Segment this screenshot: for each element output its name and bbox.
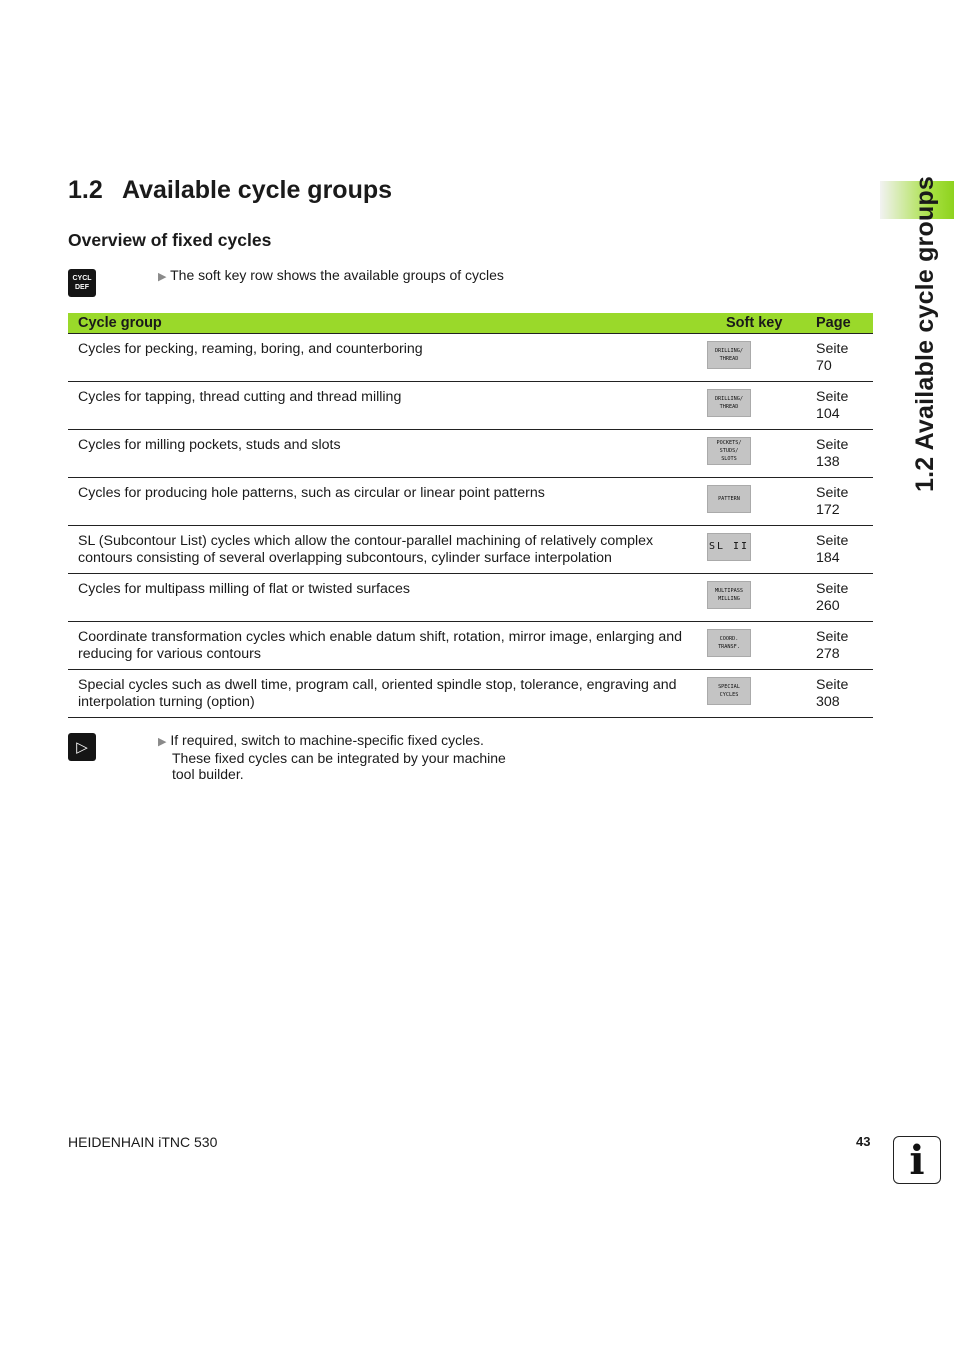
soft-key-cell [697, 334, 806, 382]
col-soft-key: Soft key [697, 313, 806, 334]
soft-key-label: THREAD [719, 356, 739, 362]
section-title: Available cycle groups [122, 176, 393, 204]
soft-key-label: SPECIAL [718, 684, 740, 690]
cycle-group-cell: Cycles for tapping, thread cutting and thread milling [68, 382, 697, 430]
cycle-group-cell: Coordinate transformation cycles which enable datum shift, rotation, mirror image, enlarging and reducing for various contours [68, 622, 697, 670]
soft-key-button[interactable] [707, 581, 751, 609]
soft-key-label: SL II [708, 541, 750, 552]
bullet-triangle-icon: ▶ [158, 736, 167, 748]
page-cell: Seite 308 [806, 670, 873, 718]
soft-key-cell [697, 382, 806, 430]
page-cell: Seite 184 [806, 526, 873, 574]
next-softkey-row-arrow-icon: ▷ [68, 733, 96, 761]
table-row [68, 622, 873, 670]
soft-key-label: CYCLES [719, 692, 739, 698]
soft-key-label: TRANSF. [718, 644, 740, 650]
table-row [68, 478, 873, 526]
cycle-group-cell: Cycles for multipass milling of flat or twisted surfaces [68, 574, 697, 622]
info-icon: i [893, 1136, 941, 1184]
table-row [68, 382, 873, 430]
instruction-machine-specific: ▶ If required, switch to machine-specific fixed cycles. These fixed cycles can be integrated by your machine tool builder. [158, 732, 506, 782]
subheader: Overview of fixed cycles [68, 230, 272, 250]
soft-key-cell [697, 670, 806, 718]
soft-key-label: DRILLING/ [714, 396, 744, 402]
side-chapter-title: 1.2 Available cycle groups [911, 176, 939, 492]
table-row [68, 430, 873, 478]
soft-key-button[interactable] [707, 485, 751, 513]
soft-key-label: MULTIPASS [714, 588, 744, 594]
table-row [68, 334, 873, 382]
soft-key-label: THREAD [719, 404, 739, 410]
soft-key-cell [697, 478, 806, 526]
soft-key-button[interactable] [707, 341, 751, 369]
page-cell: Seite 172 [806, 478, 873, 526]
soft-key-cell [697, 574, 806, 622]
section-number: 1.2 [68, 176, 103, 204]
cycle-group-cell: Cycles for pecking, reaming, boring, and counterboring [68, 334, 697, 382]
soft-key-label: STUDS/ [719, 448, 739, 454]
footer-manual-name: HEIDENHAIN iTNC 530 [68, 1134, 218, 1150]
table-row [68, 526, 873, 574]
col-cycle-group: Cycle group [68, 313, 697, 334]
bullet-triangle-icon: ▶ [158, 271, 167, 283]
cycle-group-cell: Cycles for producing hole patterns, such as circular or linear point patterns [68, 478, 697, 526]
soft-key-label: DRILLING/ [714, 348, 744, 354]
soft-key-label: PATTERN [718, 496, 740, 502]
page-cell: Seite 138 [806, 430, 873, 478]
soft-key-label: MILLING [718, 596, 740, 602]
soft-key-cell [697, 526, 806, 574]
soft-key-button[interactable] [707, 389, 751, 417]
page-cell: Seite 104 [806, 382, 873, 430]
soft-key-label: SLOTS [721, 456, 737, 462]
soft-key-button[interactable] [707, 677, 751, 705]
instruction-soft-key-row: ▶ The soft key row shows the available groups of cycles [158, 267, 504, 283]
table-row [68, 574, 873, 622]
cycle-groups-table [68, 313, 873, 718]
cycl-def-key-icon: CYCL DEF [68, 269, 96, 297]
soft-key-button[interactable] [707, 533, 751, 561]
soft-key-button[interactable] [707, 629, 751, 657]
soft-key-cell [697, 622, 806, 670]
soft-key-cell [697, 430, 806, 478]
table-row [68, 670, 873, 718]
cycle-group-cell: SL (Subcontour List) cycles which allow the contour-parallel machining of relatively complex contours consisting of several overlapping subcontours, cylinder surface interpolation [68, 526, 697, 574]
page-cell: Seite 278 [806, 622, 873, 670]
page-cell: Seite 260 [806, 574, 873, 622]
page-title [68, 176, 392, 205]
col-page: Page [806, 313, 873, 334]
cycle-group-cell: Special cycles such as dwell time, program call, oriented spindle stop, tolerance, engraving and interpolation turning (option) [68, 670, 697, 718]
soft-key-label: POCKETS/ [716, 440, 742, 446]
soft-key-button[interactable] [707, 437, 751, 465]
soft-key-label: COORD. [719, 636, 739, 642]
footer-page-number: 43 [856, 1134, 871, 1149]
cycle-group-cell: Cycles for milling pockets, studs and slots [68, 430, 697, 478]
page-cell: Seite 70 [806, 334, 873, 382]
